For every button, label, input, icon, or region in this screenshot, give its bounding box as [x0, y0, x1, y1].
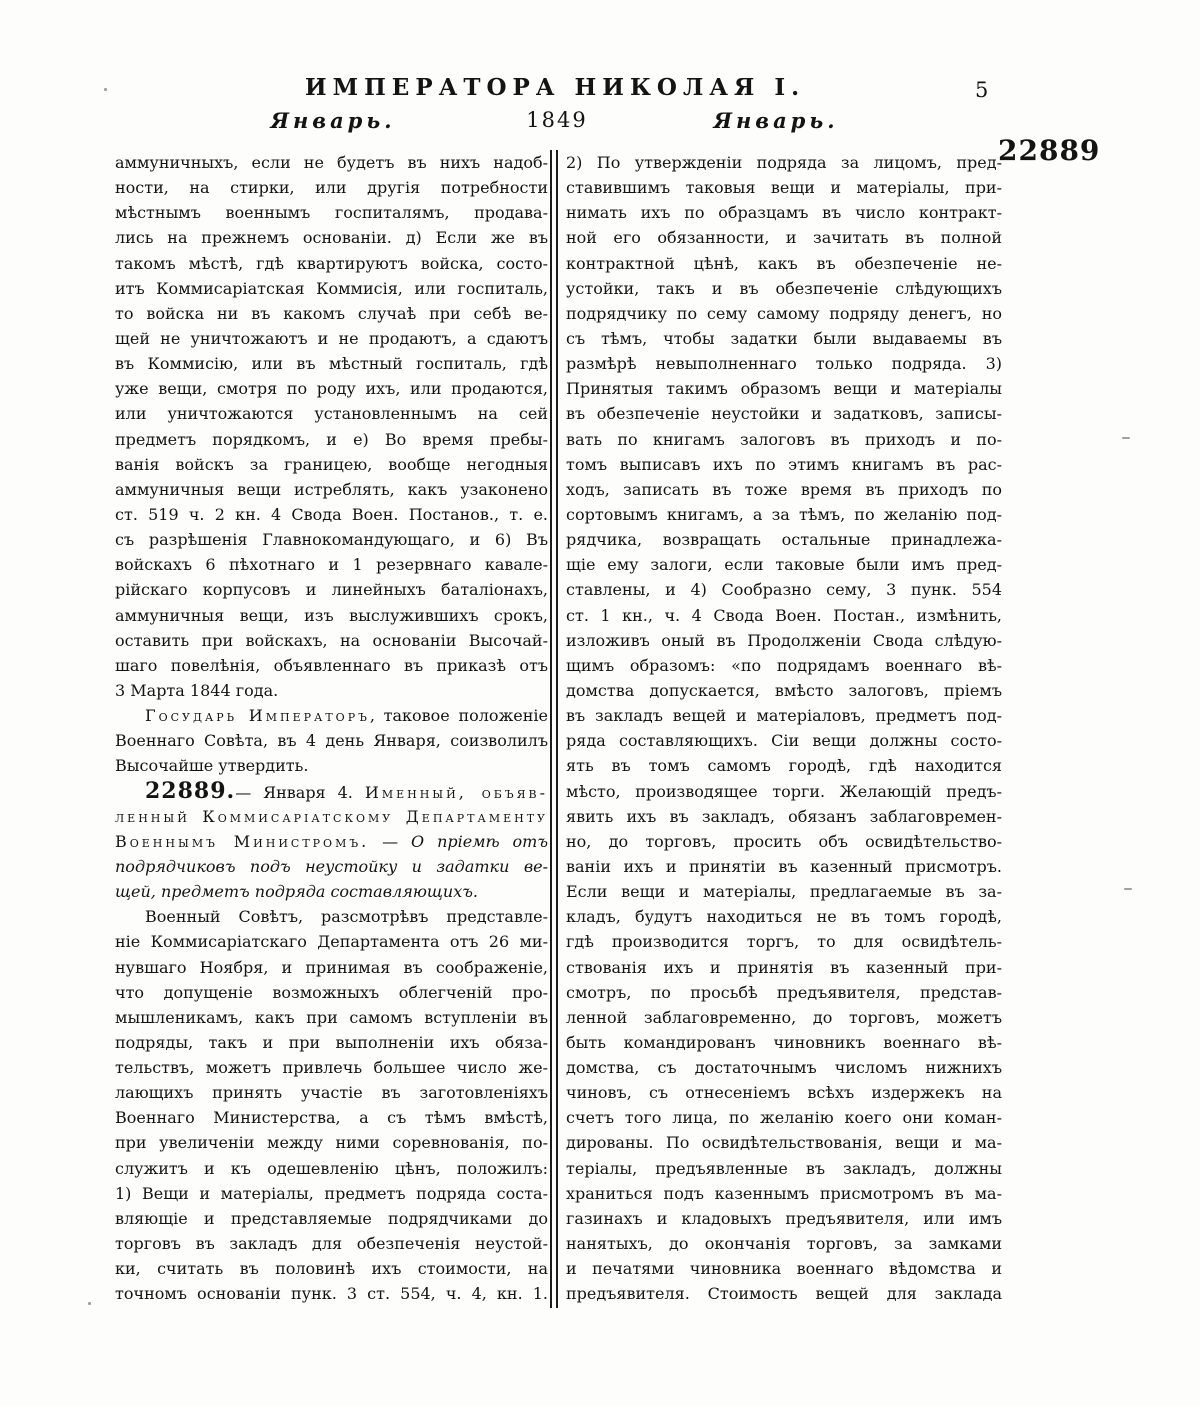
text-segment: ваніи ихъ и принятіи въ казенный присмотръ. [566, 856, 1002, 876]
text-segment: устойки, такъ и въ обезпеченіе слѣдующихъ [566, 278, 1002, 298]
text-segment: вляющіе и представляемые подрядчиками до [115, 1208, 548, 1228]
text-segment: аммуничныя вещи истреблять, какъ узаконено [115, 479, 548, 499]
column-divider [556, 150, 558, 1308]
text-segment: дированы. По освидѣтельствованія, вещи и ма- [566, 1133, 1002, 1153]
text-segment: ванія войскъ за границею, вообще негодныя [115, 454, 548, 474]
text-line [566, 477, 1002, 502]
text-segment: ленной заблаговременно, до торговъ, можетъ [566, 1007, 1002, 1027]
text-line [115, 401, 548, 426]
text-segment: домства, съ достаточнымъ числомъ нижнихъ [566, 1058, 1002, 1078]
text-line [566, 1030, 1002, 1055]
text-line [566, 653, 1002, 678]
text-line [566, 351, 1002, 376]
text-line [566, 251, 1002, 276]
text-segment: щей, предметъ подряда составляющихъ. [115, 882, 478, 902]
text-line [566, 603, 1002, 628]
text-segment: счетъ того лица, по желанію коего они коман- [566, 1108, 1002, 1128]
text-segment: смотръ, по просьбѣ предъявителя, представ- [566, 982, 1002, 1002]
text-segment: ст. 519 ч. 2 кн. 4 Свода Воен. Постанов., т. е. [115, 504, 548, 524]
text-segment: ять въ томъ самомъ городѣ, гдѣ находится [566, 756, 1002, 776]
text-line [115, 577, 548, 602]
text-segment: размѣрѣ невыполненнаго только подряда. 3) [566, 354, 1002, 374]
text-line [566, 401, 1002, 426]
text-segment: ст. 1 кн., ч. 4 Свода Воен. Постан., измѣнить, [566, 605, 1002, 625]
scan-speck [1122, 437, 1130, 439]
text-segment: быть командированъ чиновникъ военнаго вѣ- [566, 1032, 1002, 1052]
text-line [115, 678, 548, 703]
text-segment: въ закладъ вещей и матеріаловъ, предметъ под- [566, 706, 1002, 726]
text-segment: изложивъ оный въ Продолженіи Свода слѣдую- [566, 630, 1002, 650]
text-segment: ности, на стирки, или другія потребности [115, 178, 548, 198]
text-line [566, 326, 1002, 351]
text-line [115, 829, 548, 854]
text-line [115, 225, 548, 250]
text-line [566, 577, 1002, 602]
text-segment: аммуничныхъ, если не будетъ въ нихъ надоб- [115, 153, 548, 172]
text-line [115, 854, 548, 879]
text-segment: Военнаго Министерства, а съ тѣмъ вмѣстѣ, [115, 1108, 548, 1128]
text-line [115, 980, 548, 1005]
text-segment: уже вещи, смотря по роду ихъ, или продаются, [115, 379, 548, 399]
text-line [115, 427, 548, 452]
text-segment: газинахъ и кладовыхъ предъявителя, или имъ [566, 1208, 1002, 1228]
text-segment: рядчика, возвращать остальные принадлежа- [566, 530, 1002, 550]
text-line [566, 1231, 1002, 1256]
text-segment: ніе Коммисаріатскаго Департамента отъ 26 ми- [115, 932, 548, 952]
text-line [566, 276, 1002, 301]
text-segment: предметъ порядкомъ, и е) Во время пребы- [115, 429, 548, 449]
text-line [115, 628, 548, 653]
text-line [115, 1130, 548, 1155]
text-line [115, 779, 548, 804]
text-line [115, 1080, 548, 1105]
text-line [566, 502, 1002, 527]
text-line [566, 1206, 1002, 1231]
text-line [566, 376, 1002, 401]
text-segment: чиновъ, съ отнесеніемъ всѣхъ издержекъ на [566, 1083, 1002, 1103]
text-line [566, 200, 1002, 225]
text-segment: храниться подъ казеннымъ присмотромъ въ ма- [566, 1183, 1002, 1203]
text-line [566, 175, 1002, 200]
text-segment: — [369, 831, 412, 851]
text-line [566, 1281, 1002, 1306]
text-segment: О пріемѣ отъ [411, 831, 548, 851]
text-segment: Военный Совѣтъ, разсмотрѣвъ представле- [145, 907, 548, 927]
page-title: ИМПЕРАТОРА НИКОЛАЯ I. [304, 74, 806, 101]
text-line [566, 301, 1002, 326]
scan-speck [104, 88, 107, 91]
text-segment: торговъ въ закладъ для обезпеченія неустой- [115, 1234, 548, 1254]
text-line [115, 1030, 548, 1055]
page-number: 5 [975, 78, 989, 102]
text-line [115, 929, 548, 954]
text-line [115, 376, 548, 401]
text-segment: лись на прежнемъ основаніи. д) Если же въ [115, 228, 548, 248]
text-segment: нимать ихъ по образцамъ въ число контракт- [566, 203, 1002, 223]
text-line [566, 854, 1002, 879]
text-line [566, 150, 1002, 175]
text-line [566, 804, 1002, 829]
text-segment: или уничтожаются установленнымъ на сей [115, 404, 548, 424]
text-segment: въ обезпеченіе неустойки и задатковъ, записы- [566, 404, 1002, 424]
text-segment: то войска ни въ какомъ случаѣ при себѣ ве- [115, 303, 548, 323]
text-segment: вать по книгамъ залоговъ въ приходъ и по- [566, 429, 1002, 449]
text-line [115, 603, 548, 628]
text-segment: служитъ и къ одешевленію цѣнъ, положилъ: [115, 1158, 548, 1178]
text-segment: нувшаго Ноября, и принимая въ соображеніе, [115, 957, 548, 977]
text-segment: и печатями чиновника военнаго вѣдомства и [566, 1259, 1002, 1279]
text-segment: подряды, такъ и при выполненіи ихъ обяза- [115, 1032, 548, 1052]
text-segment: въ Коммисію, или въ мѣстный госпиталь, гдѣ [115, 354, 548, 374]
text-segment: гдѣ производится торгъ, то для освидѣтель- [566, 932, 1002, 952]
text-segment: Принятыя такимъ образомъ вещи и матеріалы [566, 379, 1002, 399]
text-line [115, 1281, 548, 1306]
text-segment: щіе ему залоги, если таковые были имъ пред- [566, 555, 1002, 575]
text-segment: аммуничныя вещи, изъ выслужившихъ срокъ, [115, 605, 548, 625]
text-segment: мышленикамъ, какъ при самомъ вступленіи въ [115, 1007, 548, 1027]
text-segment: ки, считать въ половинѣ ихъ стоимости, на [115, 1259, 548, 1279]
text-segment: мѣсто, производящее торги. Желающій предъ- [566, 781, 1002, 801]
text-segment: домства допускается, вмѣсто залоговъ, пріемъ [566, 680, 1002, 700]
left-text-column [115, 150, 548, 1306]
text-segment: съ разрѣшенія Главнокомандующаго, и 6) Въ [115, 530, 548, 550]
text-segment: рійскаго корпусовъ и линейныхъ баталіонахъ, [115, 580, 548, 600]
text-segment: тельствъ, можетъ привлечь большее число же- [115, 1058, 548, 1078]
text-segment: съ тѣмъ, чтобы задатки были выдаваемы въ [566, 328, 1002, 348]
text-line [566, 1005, 1002, 1030]
text-segment: ленный Коммисаріатскому Департаменту [115, 806, 548, 826]
text-line [566, 728, 1002, 753]
text-line [115, 879, 548, 904]
text-segment: томъ выписавъ ихъ по этимъ книгамъ въ рас- [566, 454, 1002, 474]
text-line [566, 904, 1002, 929]
text-segment: 3 Марта 1844 года. [115, 680, 279, 700]
text-line [115, 1156, 548, 1181]
text-line [115, 703, 548, 728]
text-line [115, 552, 548, 577]
text-segment: щимъ образомъ: «по подрядамъ военнаго вѣ- [566, 655, 1002, 675]
running-head-month-left: Январь. [270, 108, 396, 133]
text-segment: Именный, объяв- [364, 782, 548, 802]
text-segment: мѣстнымъ военнымъ госпиталямъ, продава- [115, 203, 548, 223]
text-segment: ной его обязанности, и зачитать въ полной [566, 228, 1002, 248]
text-line [115, 1181, 548, 1206]
text-segment: теріалы, предъявленные въ закладъ, должны [566, 1158, 1002, 1178]
text-segment: кладъ, будутъ находиться не въ томъ городѣ, [566, 907, 1002, 927]
text-line [115, 1005, 548, 1030]
text-segment: ряда составляющихъ. Сіи вещи должны состо- [566, 731, 1002, 751]
text-line [115, 1055, 548, 1080]
text-line [566, 1181, 1002, 1206]
text-line [566, 929, 1002, 954]
text-line [115, 1206, 548, 1231]
text-segment: предъявителя. Стоимость вещей для заклада [566, 1284, 1002, 1304]
text-line [566, 1130, 1002, 1155]
text-line [566, 829, 1002, 854]
text-line [115, 804, 548, 829]
text-segment: Если вещи и матеріалы, предлагаемые въ за- [566, 882, 1002, 902]
text-line [566, 955, 1002, 980]
text-segment: лающихъ принять участіе въ заготовленіяхъ [115, 1083, 548, 1103]
text-line [115, 1231, 548, 1256]
text-line [566, 980, 1002, 1005]
text-segment: при увеличеніи между ними соревнованія, по- [115, 1133, 548, 1153]
text-segment: , таковое положеніе [369, 706, 548, 726]
text-segment: — Января 4. [235, 782, 365, 802]
text-line [566, 1055, 1002, 1080]
text-line [566, 225, 1002, 250]
text-line [566, 879, 1002, 904]
text-segment: Высочайше утвердить. [115, 756, 309, 776]
text-segment: подрядчиковъ подъ неустойку и задатки ве- [115, 856, 548, 876]
text-segment: Военнымъ Министромъ. [115, 831, 370, 851]
text-line [566, 703, 1002, 728]
text-segment: 1) Вещи и матеріалы, предметъ подряда соста- [115, 1183, 548, 1203]
text-line [566, 779, 1002, 804]
text-line [115, 502, 548, 527]
text-segment: итъ Коммисаріатская Коммисія, или госпиталь, [115, 278, 548, 298]
text-segment: точномъ основаніи пунк. 3 ст. 554, ч. 4, кн. 1. [115, 1284, 548, 1304]
text-segment: ставившимъ таковыя вещи и матеріалы, при- [566, 178, 1002, 198]
text-segment: 2) По утвержденіи подряда за лицомъ, пред- [566, 153, 1002, 172]
text-segment: что допущеніе возможныхъ облегченій про- [115, 982, 548, 1002]
text-segment: Военнаго Совѣта, въ 4 день Января, соизволилъ [115, 731, 548, 751]
margin-act-number: 22889 [998, 134, 1101, 167]
text-segment: сортовымъ книгамъ, а за тѣмъ, по желанію под- [566, 504, 1002, 524]
text-segment: явить ихъ въ закладъ, обязанъ заблаговремен- [566, 806, 1002, 826]
running-head-year: 1849 [526, 108, 588, 132]
text-line [566, 452, 1002, 477]
text-segment: ходъ, записать въ тоже время въ приходъ по [566, 479, 1002, 499]
text-segment: щей не уничтожаютъ и не продаютъ, а сдаютъ [115, 328, 548, 348]
text-line [115, 1256, 548, 1281]
text-line [566, 1256, 1002, 1281]
text-segment: ставлены, и 4) Сообразно сему, 3 пунк. 554 [566, 580, 1002, 600]
text-line [115, 904, 548, 929]
text-segment: 22889. [145, 778, 236, 804]
text-segment: контрактной цѣнѣ, какъ въ обезпеченіе не- [566, 253, 1002, 273]
text-segment: войскахъ 6 пѣхотнаго и 1 резервнаго кавале- [115, 555, 548, 575]
text-line [115, 1105, 548, 1130]
text-line [115, 251, 548, 276]
text-segment: такомъ мѣстѣ, гдѣ квартируютъ войска, состо- [115, 253, 548, 273]
text-line [115, 477, 548, 502]
text-line [115, 276, 548, 301]
text-line [115, 452, 548, 477]
text-line [115, 653, 548, 678]
scan-speck [1124, 888, 1132, 890]
text-segment: оставить при войскахъ, на основаніи Высочай- [115, 630, 548, 650]
column-divider [550, 150, 552, 1308]
text-line [566, 1080, 1002, 1105]
text-line [115, 301, 548, 326]
text-line [115, 728, 548, 753]
right-text-column [566, 150, 1002, 1306]
text-line [566, 552, 1002, 577]
text-line [115, 200, 548, 225]
text-line [115, 351, 548, 376]
text-segment: но, до торговъ, просить объ освидѣтельство- [566, 831, 1002, 851]
text-segment: ствованія ихъ и принятія въ казенный при- [566, 957, 1002, 977]
text-line [566, 1156, 1002, 1181]
text-line [566, 1105, 1002, 1130]
text-line [115, 955, 548, 980]
scan-speck [88, 1302, 91, 1305]
text-segment: Государь Императоръ [145, 706, 370, 726]
text-segment: шаго повелѣнія, объявленнаго въ приказѣ отъ [115, 655, 548, 675]
text-line [566, 527, 1002, 552]
text-line [566, 427, 1002, 452]
text-segment: нанятыхъ, до окончанія торговъ, за замками [566, 1234, 1002, 1254]
text-line [115, 150, 548, 175]
text-line [115, 326, 548, 351]
text-segment: подрядчику по сему самому подряду денегъ, но [566, 303, 1002, 323]
text-line [115, 175, 548, 200]
text-line [115, 753, 548, 778]
text-line [115, 527, 548, 552]
running-head-month-right: Январь. [713, 108, 839, 133]
text-line [566, 753, 1002, 778]
text-line [566, 628, 1002, 653]
text-line [566, 678, 1002, 703]
